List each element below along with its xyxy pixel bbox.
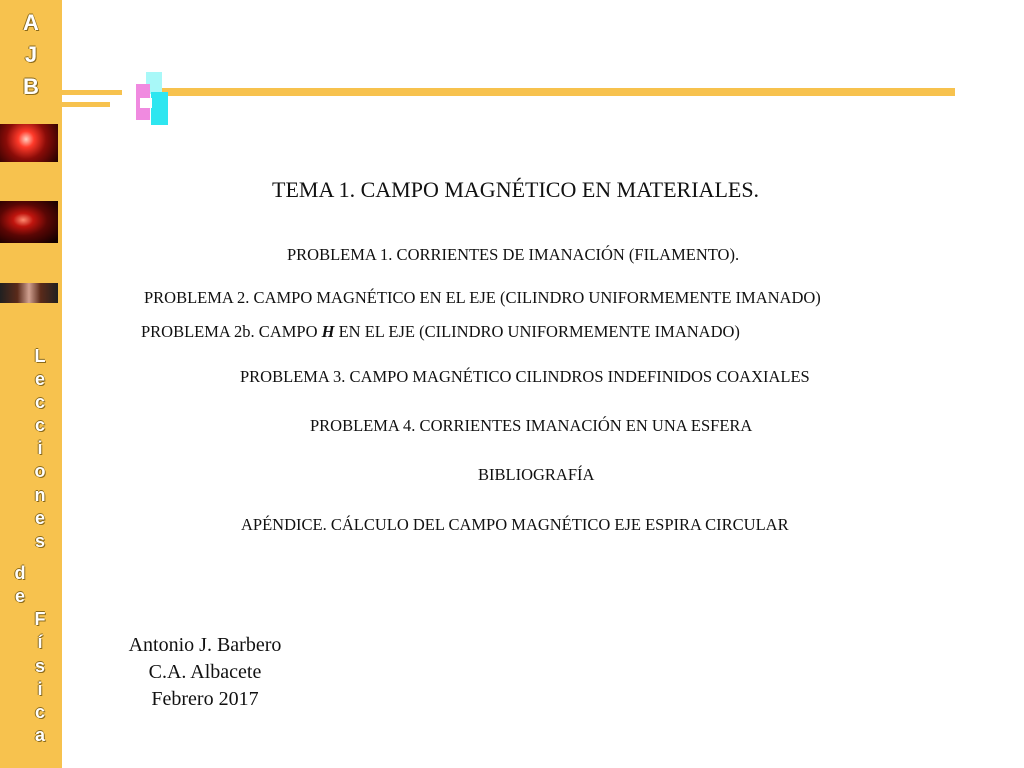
sidebar-letter: d [14, 563, 26, 583]
sidebar-letter: F [34, 609, 46, 629]
appendix-link[interactable]: APÉNDICE. CÁLCULO DEL CAMPO MAGNÉTICO EJE ESPIRA CIRCULAR [241, 515, 789, 534]
brand-letter: J [24, 42, 38, 67]
sidebar-letter: e [14, 586, 25, 606]
sidebar-letter: e [34, 369, 45, 389]
sidebar-letter: o [34, 461, 46, 481]
author-name: Antonio J. Barbero [128, 634, 282, 656]
problem-2b-prefix: PROBLEMA 2b. CAMPO [141, 322, 322, 341]
problem-link-4[interactable]: PROBLEMA 4. CORRIENTES IMANACIÓN EN UNA ESFERA [310, 416, 753, 435]
bibliography-link[interactable]: BIBLIOGRAFÍA [478, 465, 595, 484]
sidebar-letter: c [34, 702, 45, 722]
problem-link-1[interactable]: PROBLEMA 1. CORRIENTES DE IMANACIÓN (FILAMENTO). [287, 245, 740, 264]
brand-letter: B [23, 74, 39, 99]
problem-link-2b[interactable] [141, 322, 740, 342]
sidebar-letter: e [34, 508, 45, 528]
sidebar-letter: í [37, 632, 43, 652]
lab-photo-thumbnail [0, 201, 58, 243]
sidebar-letter: n [34, 485, 46, 505]
sidebar [0, 0, 62, 768]
sidebar-letter: a [34, 725, 45, 745]
lab-photo-thumbnail [0, 124, 58, 162]
logo-squares-icon [134, 72, 174, 128]
accent-bar [62, 102, 110, 107]
page-title: TEMA 1. CAMPO MAGNÉTICO EN MATERIALES. [272, 177, 760, 202]
sidebar-letter: i [37, 438, 43, 458]
lab-photo-thumbnail [0, 283, 58, 303]
brand-letter: A [23, 10, 39, 35]
coauthor-name: C.A. Albacete [148, 661, 262, 683]
problem-link-2[interactable]: PROBLEMA 2. CAMPO MAGNÉTICO EN EL EJE (CILINDRO UNIFORMEMENTE IMANADO) [144, 288, 821, 307]
sidebar-letter: c [34, 415, 45, 435]
date: Febrero 2017 [151, 688, 259, 710]
accent-bar [62, 90, 122, 95]
accent-bar [160, 88, 955, 96]
sidebar-letter: c [34, 392, 45, 412]
sidebar-letter: s [34, 656, 45, 676]
field-symbol-h: H [321, 322, 335, 341]
sidebar-letter: s [34, 531, 45, 551]
author-block [112, 632, 298, 713]
sidebar-letter: i [37, 679, 43, 699]
sidebar-letter: L [34, 346, 46, 366]
problem-link-3[interactable]: PROBLEMA 3. CAMPO MAGNÉTICO CILINDROS INDEFINIDOS COAXIALES [240, 367, 810, 386]
problem-2b-suffix: EN EL EJE (CILINDRO UNIFORMEMENTE IMANADO) [334, 322, 740, 341]
